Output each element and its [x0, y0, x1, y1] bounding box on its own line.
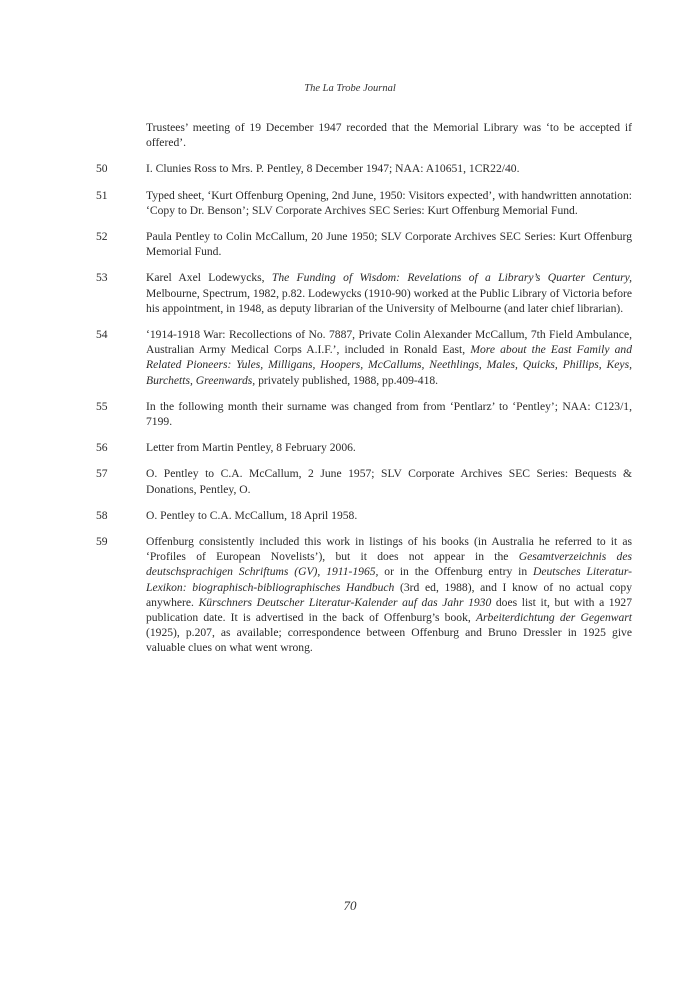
endnote-title-italic: More about the East Family and Related Pioneers: Yules, Milligans, Hoopers, McCallums, Neethlings, Males, Quicks, Phillips, Keys, Burchetts, Greenwards,	[146, 343, 632, 387]
endnote-number: 53	[96, 271, 108, 285]
endnote-number	[96, 120, 146, 150]
endnote-number: 56	[96, 441, 108, 455]
endnote	[96, 440, 632, 455]
endnote-text	[146, 229, 632, 259]
endnote	[96, 161, 632, 176]
endnote-text	[146, 508, 632, 523]
endnote-text-run: privately published, 1988, pp.409-418.	[255, 373, 439, 387]
endnote-text-run: ‘1914-1918 War: Recollections of No. 7887, Private Colin Alexander McCallum, 7th Field Ambulance, Australian Army Medical Corps A.I.F.’, included in Ronald East,	[146, 328, 632, 357]
endnote	[96, 327, 632, 388]
endnote-number: 58	[96, 508, 108, 522]
endnote-title-italic: Kürschners Deutscher Literatur-Kalender auf das Jahr 1930	[198, 595, 492, 609]
endnote-text-run: Karel Axel Lodewycks,	[146, 271, 272, 285]
endnote-text-run: Typed sheet, ‘Kurt Offenburg Opening, 2nd June, 1950: Visitors expected’, with handwritten annotation: ‘Copy to Dr. Benson’; SLV Corporate Archives SEC Series: Kurt Offenburg Memorial Fund.	[146, 188, 632, 217]
endnote-number: 52	[96, 230, 108, 244]
endnote-number: 51	[96, 188, 108, 202]
endnote-text	[146, 161, 632, 176]
endnote-text-run: Offenburg consistently included this work in listings of his books (in Australia he referred to it as ‘Profiles of European Novelists’), but it does not appear in the	[146, 535, 632, 564]
endnote	[96, 534, 632, 656]
endnote-text	[146, 440, 632, 455]
endnote-number: 59	[96, 535, 108, 549]
endnote-text-run: Melbourne, Spectrum, 1982, p.82. Lodewycks (1910-90) worked at the Public Library of Victoria before his appointment, in 1948, as deputy librarian of the University of Melbourne (and later chief librarian).	[146, 286, 632, 315]
endnote-text	[146, 327, 632, 388]
endnote-text-run: O. Pentley to C.A. McCallum, 18 April 1958.	[146, 508, 358, 522]
endnote-text-run: O. Pentley to C.A. McCallum, 2 June 1957; SLV Corporate Archives SEC Series: Bequests & Donations, Pentley, O.	[146, 467, 632, 496]
endnote-text	[146, 466, 632, 496]
endnote	[96, 508, 632, 523]
endnote	[96, 188, 632, 218]
endnote	[96, 466, 632, 496]
endnote-text-run: or in the Offenburg entry in	[378, 565, 533, 579]
endnote-text-run: I. Clunies Ross to Mrs. P. Pentley, 8 December 1947; NAA: A10651, 1CR22/40.	[146, 162, 520, 176]
endnote-number: 54	[96, 328, 108, 342]
endnote-text	[146, 270, 632, 316]
endnote-text-run: Trustees’ meeting of 19 December 1947 recorded that the Memorial Library was ‘to be accepted if offered’.	[146, 121, 632, 150]
endnote	[96, 399, 632, 429]
running-head: The La Trobe Journal	[304, 83, 396, 94]
endnote-text-run: (1925), p.207, as available; correspondence between Offenburg and Bruno Dressler in 1925 give valuable clues on what went wrong.	[146, 626, 632, 655]
endnote-title-italic: Arbeiterdichtung der Gegenwart	[475, 611, 632, 625]
endnote-title-italic: The Funding of Wisdom: Revelations of a Library’s Quarter Century,	[271, 271, 632, 285]
endnote-title-italic: Deutsches Literatur-Lexikon: biographisch-bibliographisches Handbuch	[146, 565, 632, 594]
endnote	[96, 270, 632, 316]
endnote-number: 55	[96, 399, 108, 413]
endnote-text-run: Paula Pentley to Colin McCallum, 20 June 1950; SLV Corporate Archives SEC Series: Kurt Offenburg Memorial Fund.	[146, 230, 632, 259]
page-number: 70	[343, 898, 357, 913]
endnote-number: 50	[96, 162, 108, 176]
endnote-text	[146, 534, 632, 656]
endnote-text	[146, 120, 632, 150]
endnotes-list	[96, 120, 632, 667]
endnote-number: 57	[96, 467, 108, 481]
endnote-text	[146, 399, 632, 429]
endnote-text-run: In the following month their surname was changed from from ‘Pentlarz’ to ‘Pentley’; NAA: C123/1, 7199.	[146, 399, 632, 429]
endnote-text-run: Letter from Martin Pentley, 8 February 2006.	[146, 441, 356, 455]
endnote-title-italic: Gesamtverzeichnis des deutschsprachigen Schriftums (GV), 1911-1965,	[146, 550, 632, 579]
endnote	[96, 229, 632, 259]
endnote-text-run: (3rd ed, 1988), and I know of no actual copy anywhere.	[146, 580, 632, 609]
endnote-text	[146, 188, 632, 218]
endnote-text-run: does list it, but with a 1927 publication date. It is advertised in the back of Offenburg’s book,	[146, 595, 632, 625]
endnote	[96, 120, 632, 150]
